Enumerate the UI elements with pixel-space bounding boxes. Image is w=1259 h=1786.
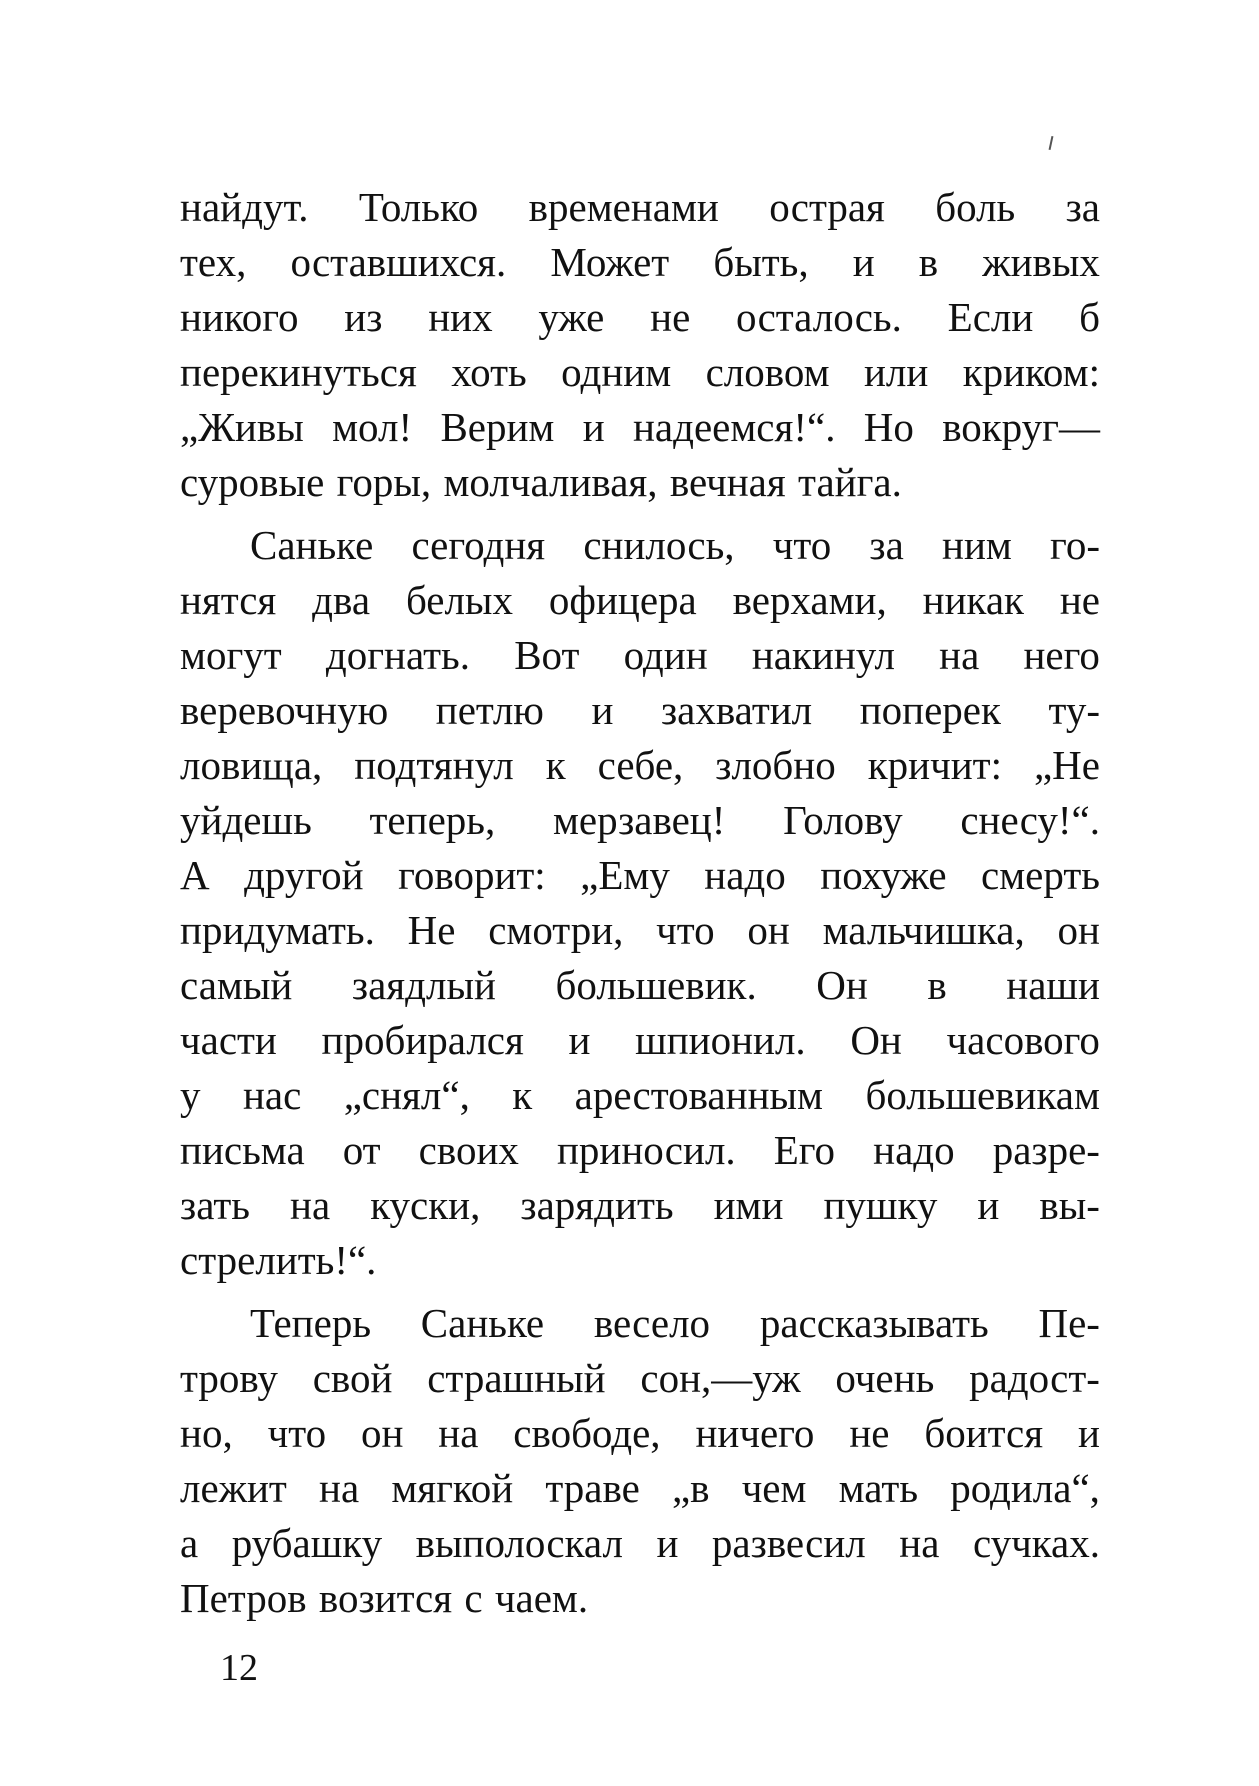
text-line — [180, 1233, 1100, 1288]
word: Верим — [440, 404, 555, 450]
word: вокруг— — [942, 404, 1100, 450]
word: разре- — [992, 1127, 1100, 1173]
word: „Ему — [580, 852, 670, 898]
word: заядлый — [351, 962, 496, 1008]
word: родила“, — [950, 1465, 1100, 1511]
word: поперек — [859, 687, 1001, 733]
text-line — [180, 848, 1100, 903]
text-line — [180, 1461, 1100, 1516]
word: приносил. — [556, 1127, 736, 1173]
word: оставшихся. — [290, 239, 507, 285]
word: развесил — [711, 1520, 866, 1566]
word: могут — [180, 632, 282, 678]
text-line — [180, 628, 1100, 683]
word: с — [464, 1575, 483, 1621]
word: смотри, — [488, 907, 624, 953]
word: чаем. — [494, 1575, 589, 1621]
word: не — [849, 1410, 890, 1456]
word: вы- — [1039, 1182, 1100, 1228]
word: Только — [358, 184, 479, 230]
word: и — [852, 239, 875, 285]
word: Его — [773, 1127, 836, 1173]
word: ловища, — [180, 742, 323, 788]
word: похуже — [820, 852, 947, 898]
word: он — [747, 907, 790, 953]
paragraph — [180, 180, 1100, 510]
word: Вот — [514, 632, 580, 678]
word: на — [438, 1410, 479, 1456]
word: Не — [407, 907, 456, 953]
word: Голову — [783, 797, 903, 843]
word: за — [869, 522, 904, 568]
word: и — [656, 1520, 679, 1566]
word: в — [927, 962, 947, 1008]
word: письма — [180, 1127, 305, 1173]
text-line — [180, 235, 1100, 290]
word: наши — [1006, 962, 1100, 1008]
word: „снял“, — [343, 1072, 470, 1118]
word: стрелить!“. — [180, 1237, 377, 1283]
word: что — [772, 522, 832, 568]
word: что — [267, 1410, 327, 1456]
word: Пе- — [1038, 1300, 1100, 1346]
word: Может — [550, 239, 670, 285]
word: рассказывать — [759, 1300, 989, 1346]
text-line — [180, 180, 1100, 235]
text-line — [180, 400, 1100, 455]
word: него — [1023, 632, 1100, 678]
word: к — [545, 742, 566, 788]
word: пробирался — [321, 1017, 524, 1063]
word: найдут. — [180, 184, 309, 230]
text-line — [180, 1123, 1100, 1178]
word: и — [977, 1182, 1000, 1228]
word: на — [290, 1182, 331, 1228]
text-line — [180, 290, 1100, 345]
text-line — [180, 738, 1100, 793]
word: мальчишка, — [822, 907, 1025, 953]
word: словом — [705, 349, 830, 395]
word: петлю — [435, 687, 544, 733]
word: себе, — [597, 742, 684, 788]
word: нятся — [180, 577, 277, 623]
word: „Живы — [180, 404, 304, 450]
word: А — [180, 852, 210, 898]
word: но, — [180, 1410, 233, 1456]
text-line — [180, 345, 1100, 400]
word: Саньке — [250, 522, 374, 568]
word: чем — [741, 1465, 807, 1511]
word: своих — [418, 1127, 519, 1173]
word: весело — [593, 1300, 711, 1346]
word: свой — [312, 1355, 393, 1401]
word: страшный — [427, 1355, 606, 1401]
word: криком: — [962, 349, 1100, 395]
word: Теперь — [250, 1300, 372, 1346]
word: большевикам — [865, 1072, 1100, 1118]
word: острая — [769, 184, 885, 230]
word: на — [319, 1465, 360, 1511]
word: очень — [835, 1355, 935, 1401]
margin-mark — [1049, 136, 1054, 150]
text-line — [180, 1351, 1100, 1406]
word: другой — [244, 852, 364, 898]
word: из — [344, 294, 383, 340]
word: он — [360, 1410, 404, 1456]
word: смерть — [981, 852, 1100, 898]
word: и — [1077, 1410, 1100, 1456]
word: надеемся!“. — [632, 404, 836, 450]
text-line — [180, 903, 1100, 958]
word: ничего — [695, 1410, 815, 1456]
word: офицера — [548, 577, 697, 623]
word: и — [582, 404, 605, 450]
word: „в — [671, 1465, 710, 1511]
word: не — [1059, 577, 1100, 623]
word: лежит — [180, 1465, 287, 1511]
word: вечная — [669, 459, 786, 505]
word: временами — [528, 184, 719, 230]
word: быть, — [713, 239, 809, 285]
word: белых — [405, 577, 513, 623]
word: го- — [1050, 522, 1100, 568]
word: на — [899, 1520, 940, 1566]
word: Он — [850, 1017, 902, 1063]
word: них — [428, 294, 493, 340]
word: пушку — [823, 1182, 938, 1228]
word: боль — [935, 184, 1016, 230]
word: траве — [545, 1465, 640, 1511]
word: верхами, — [732, 577, 887, 623]
word: сучках. — [972, 1520, 1100, 1566]
word: ими — [713, 1182, 784, 1228]
word: осталось. — [736, 294, 902, 340]
page-number: 12 — [220, 1647, 258, 1689]
word: куски, — [370, 1182, 481, 1228]
word: а — [180, 1520, 199, 1566]
body-text — [180, 180, 1100, 1626]
word: перекинуться — [180, 349, 417, 395]
word: Петров — [180, 1575, 307, 1621]
word: ним — [942, 522, 1012, 568]
word: боится — [924, 1410, 1044, 1456]
word: уже — [538, 294, 605, 340]
word: в — [918, 239, 939, 285]
text-line — [180, 1516, 1100, 1571]
word: кричит: — [867, 742, 1002, 788]
word: хоть — [451, 349, 527, 395]
word: догнать. — [325, 632, 470, 678]
text-line — [180, 1296, 1100, 1351]
word: радост- — [969, 1355, 1100, 1401]
word: тайга. — [798, 459, 902, 505]
text-line — [180, 1178, 1100, 1233]
word: от — [342, 1127, 381, 1173]
word: зать — [180, 1182, 250, 1228]
word: у — [180, 1072, 201, 1118]
word: мать — [838, 1465, 919, 1511]
word: никак — [922, 577, 1024, 623]
word: нас — [242, 1072, 302, 1118]
word: тех, — [180, 239, 247, 285]
word: за — [1065, 184, 1100, 230]
paragraph — [180, 1296, 1100, 1626]
word: рубашку — [231, 1520, 383, 1566]
word: шпионил. — [635, 1017, 806, 1063]
word: злобно — [715, 742, 836, 788]
word: на — [939, 632, 980, 678]
word: он — [1057, 907, 1100, 953]
text-line — [180, 683, 1100, 738]
text-line — [180, 793, 1100, 848]
word: Саньке — [420, 1300, 545, 1346]
word: мол! — [332, 404, 413, 450]
word: подтянул — [354, 742, 514, 788]
word: возится — [318, 1575, 453, 1621]
word: выполоскал — [415, 1520, 623, 1566]
word: снесу!“. — [960, 797, 1100, 843]
word: ту- — [1048, 687, 1100, 733]
text-line — [180, 1406, 1100, 1461]
word: б — [1079, 294, 1100, 340]
word: или — [863, 349, 929, 395]
text-line — [180, 518, 1100, 573]
word: уйдешь — [180, 797, 312, 843]
word: накинул — [751, 632, 895, 678]
word: надо — [704, 852, 786, 898]
text-line — [180, 958, 1100, 1013]
text-line — [180, 1013, 1100, 1068]
word: части — [180, 1017, 277, 1063]
word: Он — [816, 962, 868, 1008]
text-line — [180, 1571, 1100, 1626]
word: придумать. — [180, 907, 375, 953]
word: веревочную — [180, 687, 389, 733]
word: сегодня — [411, 522, 546, 568]
word: надо — [873, 1127, 955, 1173]
word: захватил — [660, 687, 813, 733]
word: горы, — [336, 459, 432, 505]
word: зарядить — [520, 1182, 674, 1228]
word: суровые — [180, 459, 325, 505]
word: мягкой — [391, 1465, 514, 1511]
word: что — [656, 907, 715, 953]
word: мерзавец! — [552, 797, 726, 843]
word: снилось, — [583, 522, 735, 568]
paragraph — [180, 518, 1100, 1288]
word: и — [591, 687, 614, 733]
word: арестованным — [574, 1072, 824, 1118]
word: самый — [180, 962, 293, 1008]
word: живых — [982, 239, 1100, 285]
word: не — [650, 294, 691, 340]
word: „Не — [1033, 742, 1100, 788]
text-line — [180, 573, 1100, 628]
word: два — [312, 577, 371, 623]
word: трову — [180, 1355, 278, 1401]
word: и — [568, 1017, 591, 1063]
word: Но — [863, 404, 914, 450]
word: теперь, — [369, 797, 496, 843]
word: молчаливая, — [443, 459, 658, 505]
word: одним — [561, 349, 672, 395]
word: сон,—уж — [640, 1355, 801, 1401]
word: никого — [180, 294, 299, 340]
word: часового — [946, 1017, 1100, 1063]
word: говорит: — [398, 852, 546, 898]
word: большевик. — [555, 962, 757, 1008]
text-line — [180, 455, 1100, 510]
word: к — [512, 1072, 533, 1118]
word: свободе, — [513, 1410, 661, 1456]
word: один — [623, 632, 708, 678]
word: Если — [947, 294, 1034, 340]
text-line — [180, 1068, 1100, 1123]
